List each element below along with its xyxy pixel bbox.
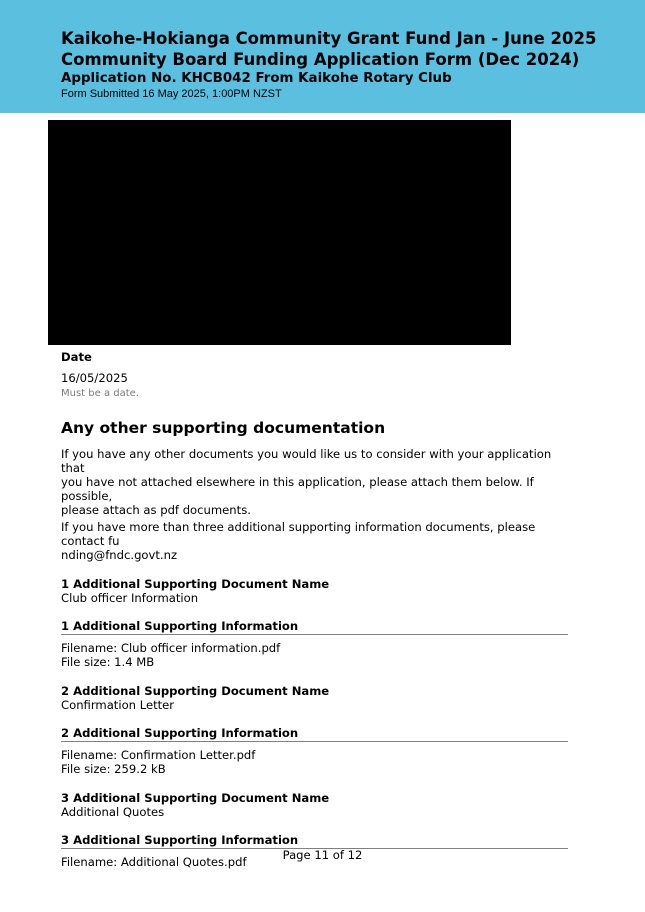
- date-value: 16/05/2025: [61, 371, 128, 385]
- attachment-filename: Filename: Club officer information.pdf: [61, 641, 281, 655]
- document-name-label: 3 Additional Supporting Document Name: [61, 791, 330, 805]
- form-title-line-2: Community Board Funding Application Form (Dec 2024): [61, 50, 580, 69]
- redacted-block: [48, 120, 511, 345]
- instructions-line: If you have any other documents you would like us to consider with your application that: [61, 447, 552, 475]
- attachment-filesize: File size: 259.2 kB: [61, 762, 166, 776]
- document-item-1: [61, 577, 568, 669]
- application-number: Application No. KHCB042 From Kaikohe Rotary Club: [61, 71, 452, 86]
- attachment-filename: Filename: Additional Quotes.pdf: [61, 855, 247, 869]
- instructions-paragraph-1: [61, 447, 568, 517]
- supporting-info-label: 1 Additional Supporting Information: [61, 619, 568, 635]
- document-name-value: Confirmation Letter: [61, 698, 175, 712]
- document-name-value: Club officer Information: [61, 591, 199, 605]
- document-name-label: 2 Additional Supporting Document Name: [61, 684, 330, 698]
- form-content: [61, 348, 568, 869]
- instructions-line: you have not attached elsewhere in this application, please attach them below. If possible,: [61, 475, 534, 503]
- attachment-filesize: File size: 1.4 MB: [61, 655, 155, 669]
- instructions-line: nding@fndc.govt.nz: [61, 548, 178, 562]
- page-header: [0, 0, 645, 113]
- document-item-2: [61, 684, 568, 776]
- section-heading: Any other supporting documentation: [61, 419, 386, 437]
- document-name-label: 1 Additional Supporting Document Name: [61, 577, 330, 591]
- submitted-timestamp: Form Submitted 16 May 2025, 1:00PM NZST: [61, 88, 282, 100]
- instructions-line: If you have more than three additional supporting information documents, please contact fu: [61, 520, 536, 548]
- date-hint: Must be a date.: [61, 388, 139, 399]
- document-name-value: Additional Quotes: [61, 805, 165, 819]
- form-title-line-1: Kaikohe-Hokianga Community Grant Fund Jan - June 2025: [61, 29, 597, 48]
- page-number: Page 11 of 12: [282, 848, 363, 862]
- instructions-paragraph-2: [61, 520, 568, 562]
- attachment-filename: Filename: Confirmation Letter.pdf: [61, 748, 256, 762]
- supporting-info-label: 2 Additional Supporting Information: [61, 726, 568, 742]
- instructions-line: please attach as pdf documents.: [61, 503, 251, 517]
- supporting-info-label: 3 Additional Supporting Information: [61, 833, 568, 849]
- date-label: Date: [61, 350, 92, 364]
